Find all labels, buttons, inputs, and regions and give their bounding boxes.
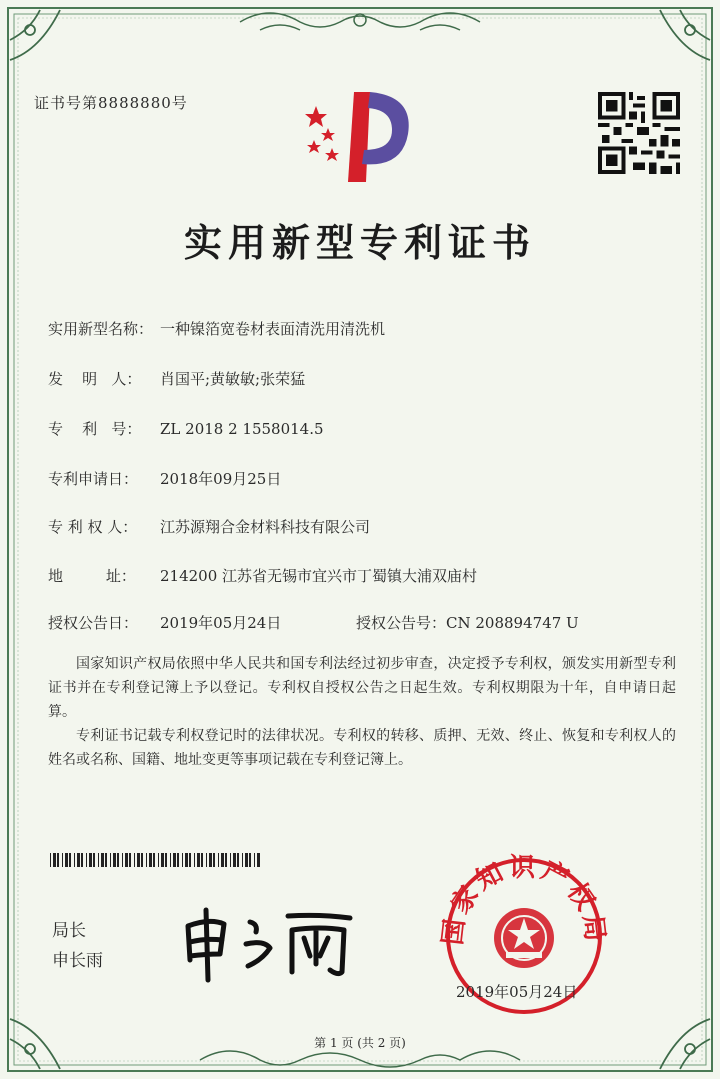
page-number: 第 1 页 (共 2 页) bbox=[314, 1036, 406, 1050]
certificate-body-text bbox=[48, 652, 676, 772]
field-label: 专 利 号： bbox=[48, 420, 142, 438]
certificate-title: 实用新型专利证书 bbox=[183, 220, 536, 265]
field-value: CN 208894747 U bbox=[446, 614, 579, 632]
field-label: 授权公告日： bbox=[48, 614, 139, 632]
field-value: 一种镍箔宽卷材表面清洗用清洗机 bbox=[160, 320, 386, 338]
field-value: 肖国平;黄敏敏;张荣猛 bbox=[160, 370, 306, 388]
seal-text: 国家知识产权局 bbox=[437, 853, 611, 947]
qr-code-icon[interactable] bbox=[598, 92, 680, 174]
field-label: 专 利 权 人： bbox=[48, 518, 138, 536]
field-value: 江苏源翔合金材料科技有限公司 bbox=[160, 518, 371, 536]
field-address bbox=[48, 565, 477, 586]
field-inventors bbox=[48, 368, 305, 389]
field-value: ZL 2018 2 1558014.5 bbox=[160, 420, 324, 438]
director-name: 申长雨 bbox=[52, 951, 103, 971]
paragraph: 国家知识产权局依照中华人民共和国专利法经过初步审查，决定授予专利权，颁发实用新型专利证书并在专利登记簿上予以登记。专利权自授权公告之日起生效。专利权期限为十年，自申请日起算。 bbox=[48, 656, 676, 720]
field-utility-model-name bbox=[48, 318, 385, 339]
director-title: 局长 bbox=[52, 921, 86, 941]
barcode-icon bbox=[50, 853, 260, 867]
field-grant-date bbox=[48, 612, 281, 633]
field-value: 2018年09月25日 bbox=[160, 470, 282, 488]
field-label: 地 址： bbox=[48, 567, 136, 585]
field-announcement-number bbox=[356, 612, 579, 633]
field-label: 发 明 人： bbox=[48, 370, 142, 388]
field-application-date bbox=[48, 468, 281, 489]
field-label: 授权公告号： bbox=[356, 614, 447, 632]
field-patentee bbox=[48, 516, 370, 537]
paragraph: 专利证书记载专利权登记时的法律状况。专利权的转移、质押、无效、终止、恢复和专利权人的姓名或名称、国籍、地址变更等事项记载在专利登记簿上。 bbox=[48, 728, 676, 768]
field-patent-number bbox=[48, 418, 324, 439]
field-value: 214200 江苏省无锡市宜兴市丁蜀镇大浦双庙村 bbox=[160, 567, 478, 585]
field-value: 2019年05月24日 bbox=[160, 614, 282, 632]
director-signature-icon bbox=[180, 904, 370, 984]
cnipa-logo-icon bbox=[296, 84, 426, 184]
issue-date: 2019年05月24日 bbox=[456, 983, 578, 1001]
director-block bbox=[52, 916, 103, 976]
field-label: 实用新型名称： bbox=[48, 320, 154, 338]
certificate-number: 证书号第8888880号 bbox=[34, 94, 188, 112]
field-label: 专利申请日： bbox=[48, 470, 139, 488]
